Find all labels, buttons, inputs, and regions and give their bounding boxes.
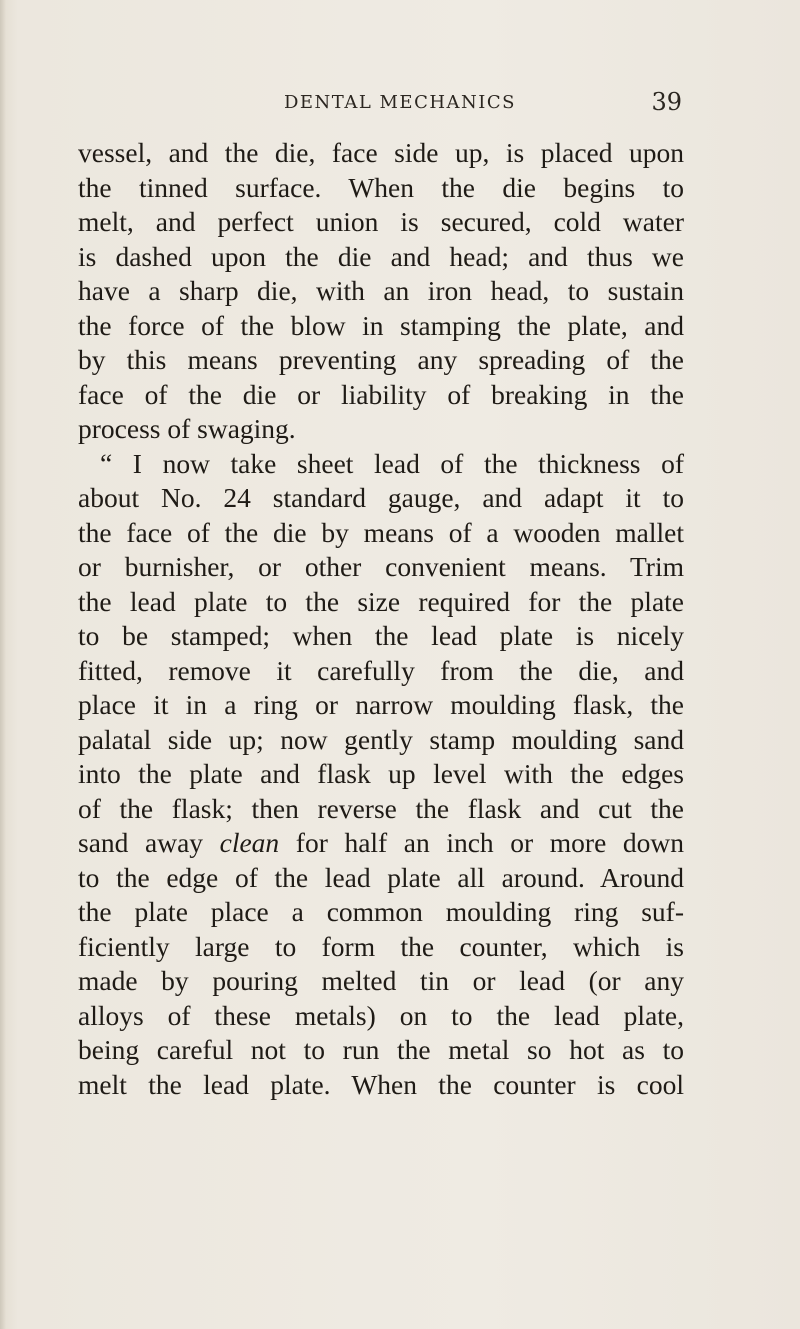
text-line: the face of the die by means of a wooden mallet	[78, 516, 684, 548]
italic-word: clean	[219, 827, 280, 858]
text-line: fitted, remove it carefully from the die, and	[78, 654, 684, 686]
text-line: to the edge of the lead plate all around. Around	[78, 861, 684, 893]
text-line: ficiently large to form the counter, which is	[78, 930, 684, 962]
text-line: melt the lead plate. When the counter is cool	[78, 1068, 684, 1100]
running-title: DENTAL MECHANICS	[283, 92, 517, 113]
text-line: the tinned surface. When the die begins to	[78, 171, 684, 203]
text-line: melt, and perfect union is secured, cold water	[78, 206, 684, 237]
text-line: to be stamped; when the lead plate is nicely	[78, 620, 684, 651]
text-line: have a sharp die, with an iron head, to sustain	[78, 275, 684, 306]
text-line: made by pouring melted tin or lead (or any	[78, 965, 684, 996]
running-head	[0, 90, 800, 116]
text-line-with-italic	[78, 826, 684, 861]
text-line: palatal side up; now gently stamp moulding sand	[78, 723, 684, 755]
body-text	[78, 136, 684, 1102]
page-gutter-shadow	[0, 0, 6, 1329]
text-line: the force of the blow in stamping the plate, and	[78, 309, 684, 341]
text-line: “ I now take sheet lead of the thickness of	[100, 447, 684, 479]
text-line: face of the die or liability of breaking in the	[78, 378, 684, 410]
text-segment: for half an inch or more down	[295, 827, 684, 858]
text-line: into the plate and flask up level with the edges	[78, 758, 684, 789]
text-line: about No. 24 standard gauge, and adapt it to	[78, 482, 684, 513]
text-line: place it in a ring or narrow moulding flask, the	[78, 689, 684, 720]
text-line: being careful not to run the metal so hot as to	[78, 1034, 684, 1065]
text-line: alloys of these metals) on to the lead plate,	[78, 999, 684, 1031]
text-line: by this means preventing any spreading of the	[78, 344, 684, 375]
page-number: 39	[651, 88, 682, 116]
text-line: of the flask; then reverse the flask and cut the	[78, 792, 684, 824]
text-line: the lead plate to the size required for the plate	[78, 585, 684, 617]
text-line: the plate place a common moulding ring suf-	[78, 896, 684, 927]
text-line: is dashed upon the die and head; and thus we	[78, 240, 684, 272]
text-segment: sand away	[78, 827, 204, 858]
text-line: vessel, and the die, face side up, is placed upon	[78, 137, 684, 168]
text-line: or burnisher, or other convenient means. Trim	[78, 551, 684, 582]
text-line: process of swaging.	[78, 413, 296, 444]
